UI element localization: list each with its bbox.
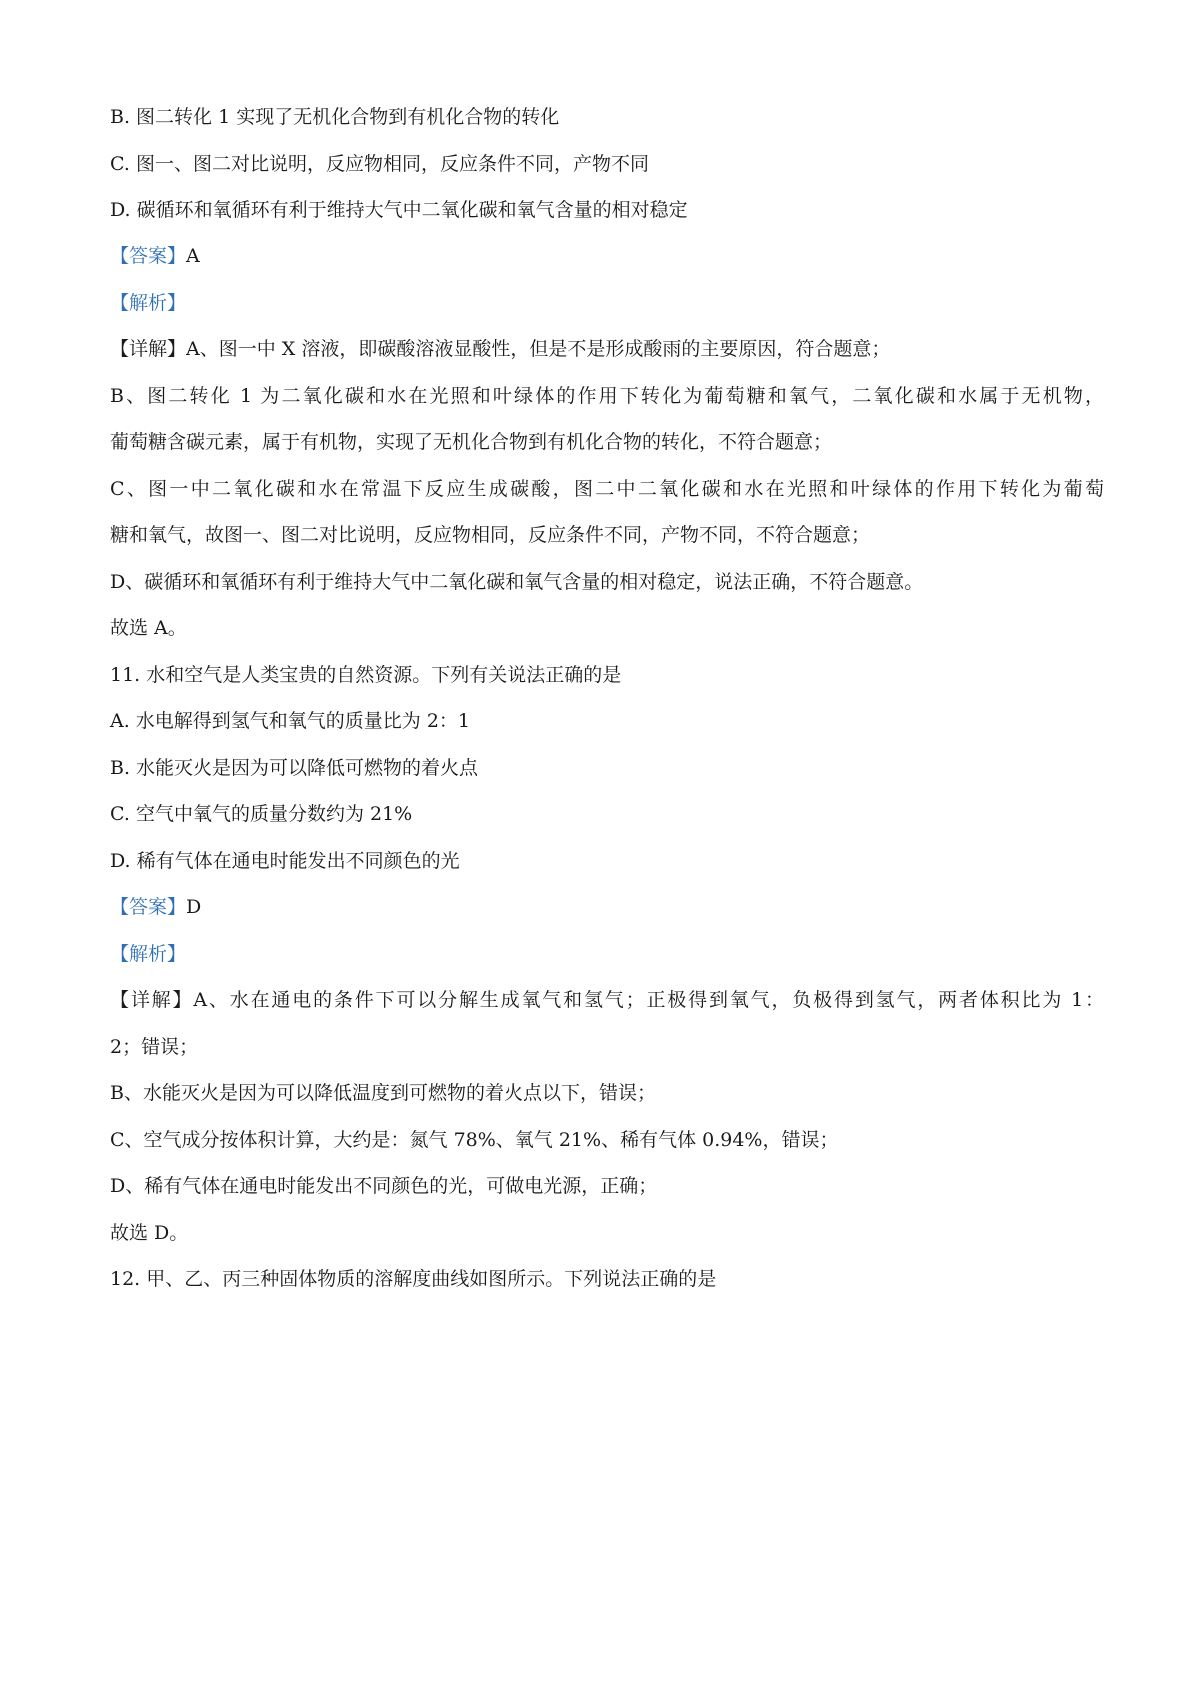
detail-tag: 【详解】 bbox=[110, 338, 187, 360]
detail-text: A、图一中 X 溶液，即碳酸溶液显酸性，但是不是形成酸雨的主要原因，符合题意； bbox=[186, 338, 891, 360]
q10-detail-a bbox=[110, 336, 890, 362]
q11-stem: 11. 水和空气是人类宝贵的自然资源。下列有关说法正确的是 bbox=[110, 664, 622, 686]
q10-detail-b-line1: B、图二转化 1 为二氧化碳和水在光照和叶绿体的作用下转化为葡萄糖和氧气，二氧化碳和水属于无机物， bbox=[110, 385, 1104, 407]
answer-value: D bbox=[186, 896, 202, 918]
q10-detail-d: D、碳循环和氧循环有利于维持大气中二氧化碳和氧气含量的相对稳定，说法正确，不符合题意。 bbox=[110, 571, 924, 593]
q11-detail-d: D、稀有气体在通电时能发出不同颜色的光，可做电光源，正确； bbox=[110, 1175, 658, 1197]
q11-conclusion: 故选 D。 bbox=[110, 1222, 189, 1244]
q10-conclusion: 故选 A。 bbox=[110, 617, 187, 639]
detail-text: A、水在通电的条件下可以分解生成氧气和氢气；正极得到氧气，负极得到氢气，两者体积比为 1： bbox=[193, 989, 1104, 1011]
q11-option-b: B. 水能灭火是因为可以降低可燃物的着火点 bbox=[110, 757, 479, 779]
answer-tag: 【答案】 bbox=[110, 245, 187, 267]
q11-option-d: D. 稀有气体在通电时能发出不同颜色的光 bbox=[110, 850, 460, 872]
q11-option-c: C. 空气中氧气的质量分数约为 21% bbox=[110, 803, 413, 825]
answer-value: A bbox=[186, 245, 200, 267]
q12-stem: 12. 甲、乙、丙三种固体物质的溶解度曲线如图所示。下列说法正确的是 bbox=[110, 1268, 717, 1290]
q10-detail-c-line2: 糖和氧气，故图一、图二对比说明，反应物相同，反应条件不同，产物不同，不符合题意； bbox=[110, 524, 871, 546]
q11-option-a: A. 水电解得到氢气和氧气的质量比为 2：1 bbox=[110, 710, 471, 732]
q10-option-c: C. 图一、图二对比说明，反应物相同，反应条件不同，产物不同 bbox=[110, 153, 649, 175]
q11-detail-b: B、水能灭火是因为可以降低温度到可燃物的着火点以下，错误； bbox=[110, 1082, 656, 1104]
q10-answer bbox=[110, 243, 200, 269]
q10-detail-b-line2: 葡萄糖含碳元素，属于有机物，实现了无机化合物到有机化合物的转化，不符合题意； bbox=[110, 431, 833, 453]
q10-option-d: D. 碳循环和氧循环有利于维持大气中二氧化碳和氧气含量的相对稳定 bbox=[110, 199, 688, 221]
q10-analysis-tag: 【解析】 bbox=[110, 292, 187, 314]
q11-detail-a-line1 bbox=[110, 987, 1104, 1013]
q10-detail-c-line1: C、图一中二氧化碳和水在常温下反应生成碳酸，图二中二氧化碳和水在光照和叶绿体的作用下转化为葡萄 bbox=[110, 478, 1104, 500]
q11-analysis-tag: 【解析】 bbox=[110, 943, 187, 965]
q11-answer bbox=[110, 894, 201, 920]
q11-detail-a-line2: 2；错误； bbox=[110, 1036, 199, 1058]
q11-detail-c: C、空气成分按体积计算，大约是：氮气 78%、氧气 21%、稀有气体 0.94%，错误； bbox=[110, 1129, 839, 1151]
q10-option-b: B. 图二转化 1 实现了无机化合物到有机化合物的转化 bbox=[110, 106, 560, 128]
answer-tag: 【答案】 bbox=[110, 896, 187, 918]
detail-tag: 【详解】 bbox=[110, 989, 194, 1011]
